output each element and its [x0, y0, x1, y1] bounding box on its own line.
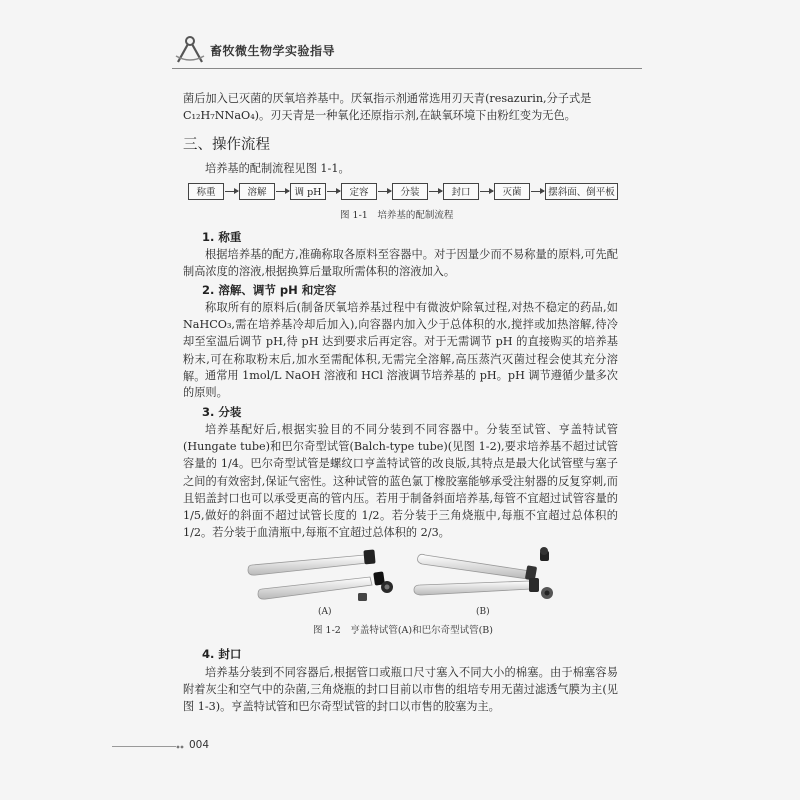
flow-step-volume: 定容	[341, 183, 377, 200]
header-rule	[172, 68, 642, 69]
flow-arrow	[480, 191, 493, 192]
intro-line-2: C₁₂H₇NNaO₄)。刃天青是一种氧化还原指示剂,在缺氧环境下由粉红变为无色。	[183, 109, 576, 122]
figure-1-2-caption: 图 1-2 亨盖特试管(A)和巴尔奇型试管(B)	[313, 625, 493, 636]
balch-tube-icon	[418, 554, 538, 580]
flow-step-ph: 调 pH	[290, 183, 326, 200]
figure-label-b: (B)	[476, 607, 490, 617]
figure-label-a: (A)	[318, 607, 332, 617]
flow-step-dissolve: 溶解	[239, 183, 275, 200]
step-2-para-1: 称取所有的原料后(制备厌氧培养基过程中有微波炉除氧过程,对热不稳定的药品,如 NaHCO₃,需在培养基冷却后加入),向容器内加入少于总体积的水,搅拌或加热溶解,待冷却至室温后调节 pH,待 pH 达到要求后再定容。对于无需调节 pH 的直接购买的培养基粉末,可在称取粉末后,加水至需配体积,无需完全溶解,高压蒸汽灭菌过程会使其充分溶解。	[183, 301, 618, 383]
step-1-text: 根据培养基的配方,准确称取各原料至容器中。对于因量少而不易称量的原料,可先配制高浓度的溶液,根据换算后量取所需体积的溶液加入。	[183, 248, 618, 279]
step-3-title: 3. 分装	[202, 405, 242, 419]
flow-step-weigh: 称重	[188, 183, 224, 200]
intro-line-1: 菌后加入已灭菌的厌氧培养基中。厌氧指示剂通常选用刃天青(resazurin,分子式是	[183, 92, 592, 105]
step-3-text: 培养基配好后,根据实验目的不同分装到不同容器中。分装至试管、亨盖特试管(Hungate tube)和巴尔奇型试管(Balch-type tube)(见图 1-2),要求培养基不超过试管容量的 1/4。巴尔奇型试管是螺纹口亨盖特试管的改良版,其特点是最大化试管壁与塞子之间的有效密封,保证气密性。这种试管的蓝色氯丁橡胶塞能够承受注射器的反复穿刺,而且铝盖封口也可以承受更高的管内压。若用于制备斜面培养基,每管不宜超过试管容量的 1/5,做好的斜面不超过试管长度的 1/2。若分装于三角烧瓶中,每瓶不宜超过总体积的 1/2。若分装于血清瓶中,每瓶不宜超过总体积的 2/3。	[183, 423, 618, 540]
figure-1-2	[240, 543, 570, 623]
flow-step-sterilize: 灭菌	[494, 183, 530, 200]
flow-arrow	[225, 191, 238, 192]
flow-chart	[188, 183, 618, 203]
hungate-tube-icon	[248, 550, 376, 576]
section-title: 三、操作流程	[183, 137, 270, 153]
step-2-para-2: 通常用 1mol/L NaOH 溶液和 HCl 溶液调节培养基的 pH。pH 调节遵循少量多次的原则。	[183, 369, 618, 400]
flow-step-seal: 封口	[443, 183, 479, 200]
flow-arrow	[378, 191, 391, 192]
footer-rule	[112, 746, 176, 747]
step-2-title: 2. 溶解、调节 pH 和定容	[202, 283, 337, 297]
flow-arrow	[531, 191, 544, 192]
balch-tube-icon	[414, 578, 539, 595]
compass-logo-icon	[172, 34, 208, 66]
flow-arrow	[327, 191, 340, 192]
step-1-title: 1. 称重	[202, 230, 242, 244]
book-title: 畜牧微生物学实验指导	[210, 44, 336, 58]
step-4-text: 培养基分装到不同容器后,根据管口或瓶口尺寸塞入不同大小的棉塞。由于棉塞容易附着灰尘和空气中的杂菌,三角烧瓶的封口目前以市售的组培专用无菌过滤透气膜为主(见图 1-3)。亨盖特试管和巴尔奇型试管的封口以市售的胶塞为主。	[183, 666, 618, 714]
step-4-title: 4. 封口	[202, 647, 242, 661]
page-number: 004	[189, 739, 210, 751]
flow-arrow	[429, 191, 442, 192]
flow-arrow	[276, 191, 289, 192]
flow-step-slant-plate: 摆斜面、倒平板	[545, 183, 618, 200]
test-tubes-illustration	[240, 543, 570, 605]
figure-1-1-caption: 图 1-1 培养基的配制流程	[340, 210, 454, 221]
flow-step-dispense: 分装	[392, 183, 428, 200]
section-lead: 培养基的配制流程见图 1-1。	[205, 162, 350, 175]
footer-dots-icon	[176, 742, 186, 752]
septum-icon	[358, 593, 367, 601]
running-header	[172, 30, 652, 70]
